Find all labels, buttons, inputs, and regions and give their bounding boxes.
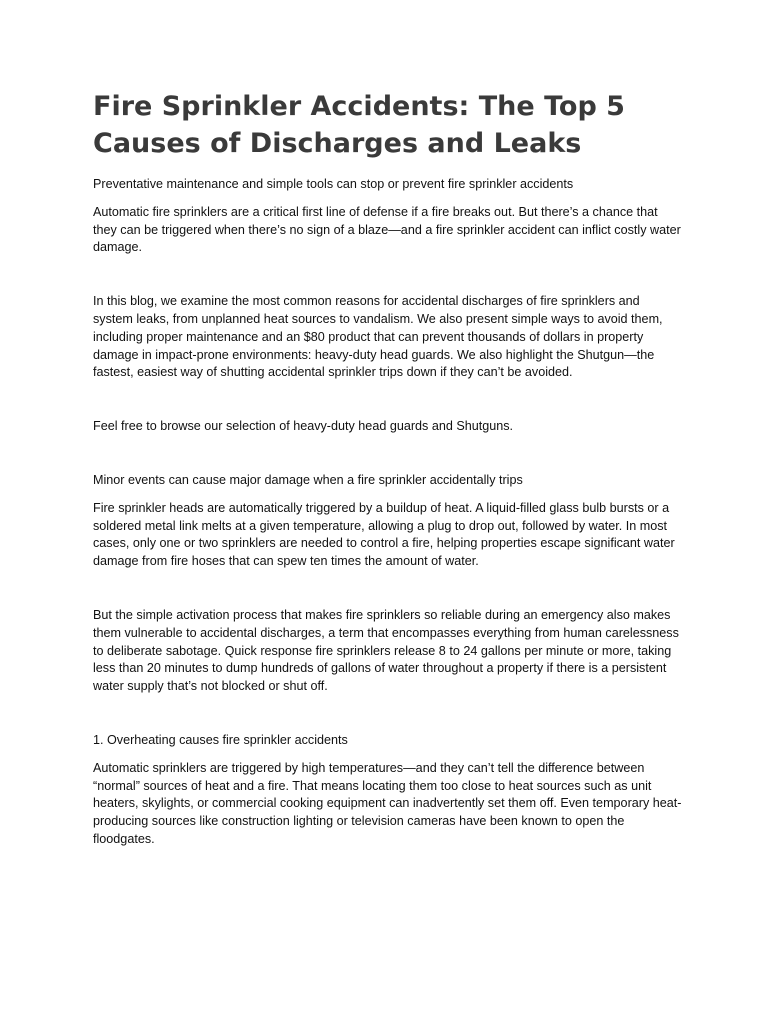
- document-subtitle: Preventative maintenance and simple tools can stop or prevent fire sprinkler accidents: [93, 177, 574, 191]
- intro-paragraph-2: In this blog, we examine the most common reasons for accidental discharges of fire sprinklers and system leaks, from unplanned heat sources to vandalism. We also present simple ways to avoid them, including proper maintenance and an $80 product that can prevent thousands of dollars in property damage in impact-prone environments: heavy-duty head guards. We also highlight the Shutgun—the fastest, easiest way of shutting accidental sprinkler trips down if they can’t be avoided.: [93, 294, 663, 380]
- intro-paragraph-3: Feel free to browse our selection of heavy-duty head guards and Shutguns.: [93, 419, 514, 434]
- section-paragraph-activation-process: But the simple activation process that makes fire sprinklers so reliable during an emergency also makes them vulnerable to accidental discharges, a term that encompasses everything from human carelessness to deliberate sabotage. Quick response fire sprinklers release 8 to 24 gallons per minute or more, taking less than 20 minutes to dump hundreds of gallons of water throughout a property if there is a persistent water supply that’s not blocked or shut off.: [93, 607, 679, 694]
- intro-paragraph-1: Automatic fire sprinklers are a critical first line of defense if a fire breaks out. But there’s a chance that they can be triggered when there’s no sign of a blaze—and a fire sprinkler accident can inflict costly water damage.: [93, 204, 681, 255]
- section-paragraph-sprinkler-heads: Fire sprinkler heads are automatically triggered by a buildup of heat. A liquid-filled glass bulb bursts or a soldered metal link melts at a given temperature, allowing a plug to drop out, followed by water. In most cases, only one or two sprinklers are needed to control a fire, helping properties escape significant water damage from fire hoses that can spew ten times the amount of water.: [93, 500, 675, 569]
- section-heading-minor-events: Minor events can cause major damage when a fire sprinkler accidentally trips: [93, 472, 523, 487]
- section-heading-overheating: 1. Overheating causes fire sprinkler accidents: [93, 732, 348, 747]
- document-page: [93, 88, 683, 849]
- document-title: Fire Sprinkler Accidents: The Top 5 Causes of Discharges and Leaks: [93, 91, 625, 159]
- section-paragraph-overheating: Automatic sprinklers are triggered by high temperatures—and they can’t tell the difference between “normal” sources of heat and a fire. That means locating them too close to heat sources such as unit heaters, skylights, or commercial cooking equipment can inadvertently set them off. Even temporary heat-producing sources like construction lighting or television cameras have been known to open the floodgates.: [93, 760, 682, 846]
